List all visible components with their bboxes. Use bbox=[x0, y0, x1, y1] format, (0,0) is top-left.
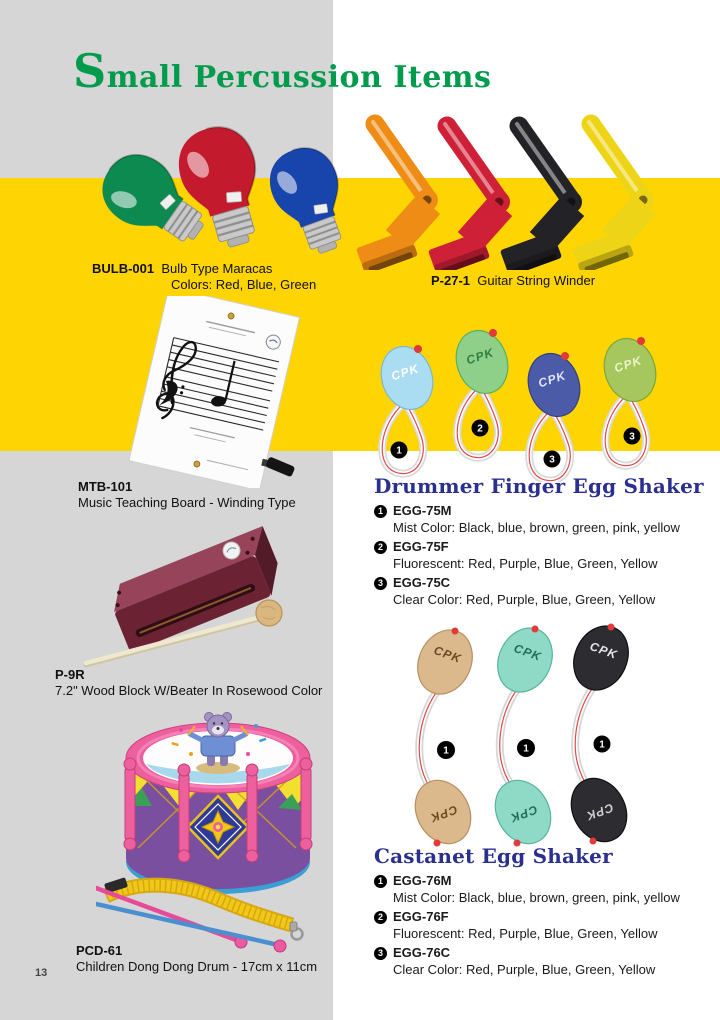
castanet-egg-shaker-section bbox=[374, 844, 719, 981]
egg-badge-number: 1 bbox=[443, 745, 449, 757]
black-winder bbox=[500, 124, 582, 270]
egg-badge-number: 1 bbox=[396, 445, 402, 457]
guitar-winder-image bbox=[356, 110, 690, 270]
egg-shaker-darkblue bbox=[520, 347, 587, 481]
dong-dong-drum bbox=[124, 713, 312, 895]
yellow-winder bbox=[572, 122, 654, 270]
dong-drum-name: Children Dong Dong Drum - 17cm x 11cm bbox=[76, 959, 318, 974]
egg-shaker-lightblue bbox=[373, 340, 440, 474]
item-code: EGG-75F bbox=[393, 539, 449, 554]
egg-badge-number: 3 bbox=[629, 431, 635, 443]
list-item bbox=[374, 873, 719, 905]
string-winder-code: P-27-1 bbox=[431, 273, 471, 288]
item-number-badge: 2 bbox=[374, 541, 387, 554]
title-rest: mall Percussion Items bbox=[106, 60, 492, 95]
cpk-logo: CPK bbox=[427, 802, 460, 826]
cpk-logo: CPK bbox=[512, 641, 544, 664]
list-item bbox=[374, 539, 719, 571]
item-desc: Clear Color: Red, Purple, Blue, Green, Yellow bbox=[393, 962, 656, 977]
bulb-maracas-caption bbox=[92, 261, 316, 293]
item-number-badge: 2 bbox=[374, 911, 387, 924]
item-number-badge: 3 bbox=[374, 947, 387, 960]
dong-drum-code: PCD-61 bbox=[76, 943, 123, 958]
list-item bbox=[374, 575, 719, 607]
egg-badge-number: 3 bbox=[549, 454, 555, 466]
bulb-maracas-image bbox=[55, 104, 345, 262]
egg-badge-number: 1 bbox=[523, 743, 529, 755]
item-code: EGG-76C bbox=[393, 945, 451, 960]
egg-badge-number: 2 bbox=[477, 423, 483, 435]
list-item bbox=[374, 945, 719, 977]
wood-block-image bbox=[84, 516, 312, 672]
red-winder bbox=[428, 124, 510, 270]
teaching-board-name: Music Teaching Board - Winding Type bbox=[78, 495, 296, 510]
item-desc: Fluorescent: Red, Purple, Blue, Green, Yellow bbox=[393, 926, 658, 941]
cpk-logo: CPK bbox=[464, 345, 496, 368]
castanet-egg-shaker-heading: Castanet Egg Shaker bbox=[374, 844, 613, 868]
item-desc: Mist Color: Black, blue, brown, green, pink, yellow bbox=[393, 890, 680, 905]
wood-block-caption bbox=[55, 667, 322, 699]
orange-winder bbox=[356, 122, 438, 270]
castanet-egg-shaker-image bbox=[383, 608, 667, 852]
teaching-board bbox=[129, 296, 310, 488]
drummer-egg-shaker-list bbox=[374, 503, 719, 607]
title-initial: S bbox=[73, 44, 107, 98]
cpk-logo: CPK bbox=[389, 361, 421, 384]
teaching-board-caption bbox=[78, 479, 296, 511]
finger-egg-shaker-image bbox=[366, 318, 706, 482]
castanet-egg-shaker-list bbox=[374, 873, 719, 977]
castanet-shaker-black bbox=[561, 617, 639, 851]
page-title bbox=[73, 44, 491, 98]
cpk-logo: CPK bbox=[583, 800, 616, 824]
cpk-logo: CPK bbox=[612, 353, 644, 376]
string-winder-caption bbox=[431, 273, 595, 289]
item-number-badge: 3 bbox=[374, 577, 387, 590]
wood-block-code: P-9R bbox=[55, 667, 85, 682]
wood-block-name: 7.2" Wood Block W/Beater In Rosewood Color bbox=[55, 683, 323, 698]
cpk-logo: CPK bbox=[536, 368, 568, 391]
list-item bbox=[374, 503, 719, 535]
item-code: EGG-76F bbox=[393, 909, 449, 924]
item-code: EGG-75C bbox=[393, 575, 451, 590]
cpk-logo: CPK bbox=[432, 643, 464, 666]
item-desc: Mist Color: Black, blue, brown, green, pink, yellow bbox=[393, 520, 680, 535]
item-desc: Clear Color: Red, Purple, Blue, Green, Yellow bbox=[393, 592, 656, 607]
item-number-badge: 1 bbox=[374, 505, 387, 518]
item-code: EGG-76M bbox=[393, 873, 452, 888]
egg-shaker-yellowgreen bbox=[596, 332, 663, 466]
blue-maraca bbox=[261, 139, 345, 262]
castanet-shaker-tan bbox=[405, 621, 483, 852]
egg-shaker-green bbox=[448, 324, 515, 458]
item-desc: Fluorescent: Red, Purple, Blue, Green, Yellow bbox=[393, 556, 658, 571]
castanet-shaker-teal bbox=[485, 619, 563, 852]
item-number-badge: 1 bbox=[374, 875, 387, 888]
string-winder-name: Guitar String Winder bbox=[477, 273, 596, 288]
list-item bbox=[374, 909, 719, 941]
drummer-egg-shaker-heading: Drummer Finger Egg Shaker bbox=[374, 474, 704, 498]
bulb-maracas-name: Bulb Type Maracas bbox=[161, 261, 273, 276]
drummer-egg-shaker-section bbox=[374, 474, 719, 611]
bulb-maracas-colors: Colors: Red, Blue, Green bbox=[171, 277, 317, 292]
item-code: EGG-75M bbox=[393, 503, 452, 518]
page-number: 13 bbox=[35, 967, 48, 979]
cpk-logo: CPK bbox=[588, 639, 620, 662]
music-board-image bbox=[105, 296, 310, 488]
cpk-logo: CPK bbox=[507, 802, 540, 826]
bulb-maracas-code: BULB-001 bbox=[92, 261, 155, 276]
dong-drum-caption bbox=[76, 943, 317, 975]
teaching-board-code: MTB-101 bbox=[78, 479, 133, 494]
egg-badge-number: 1 bbox=[599, 739, 605, 751]
drum-image bbox=[96, 710, 324, 956]
